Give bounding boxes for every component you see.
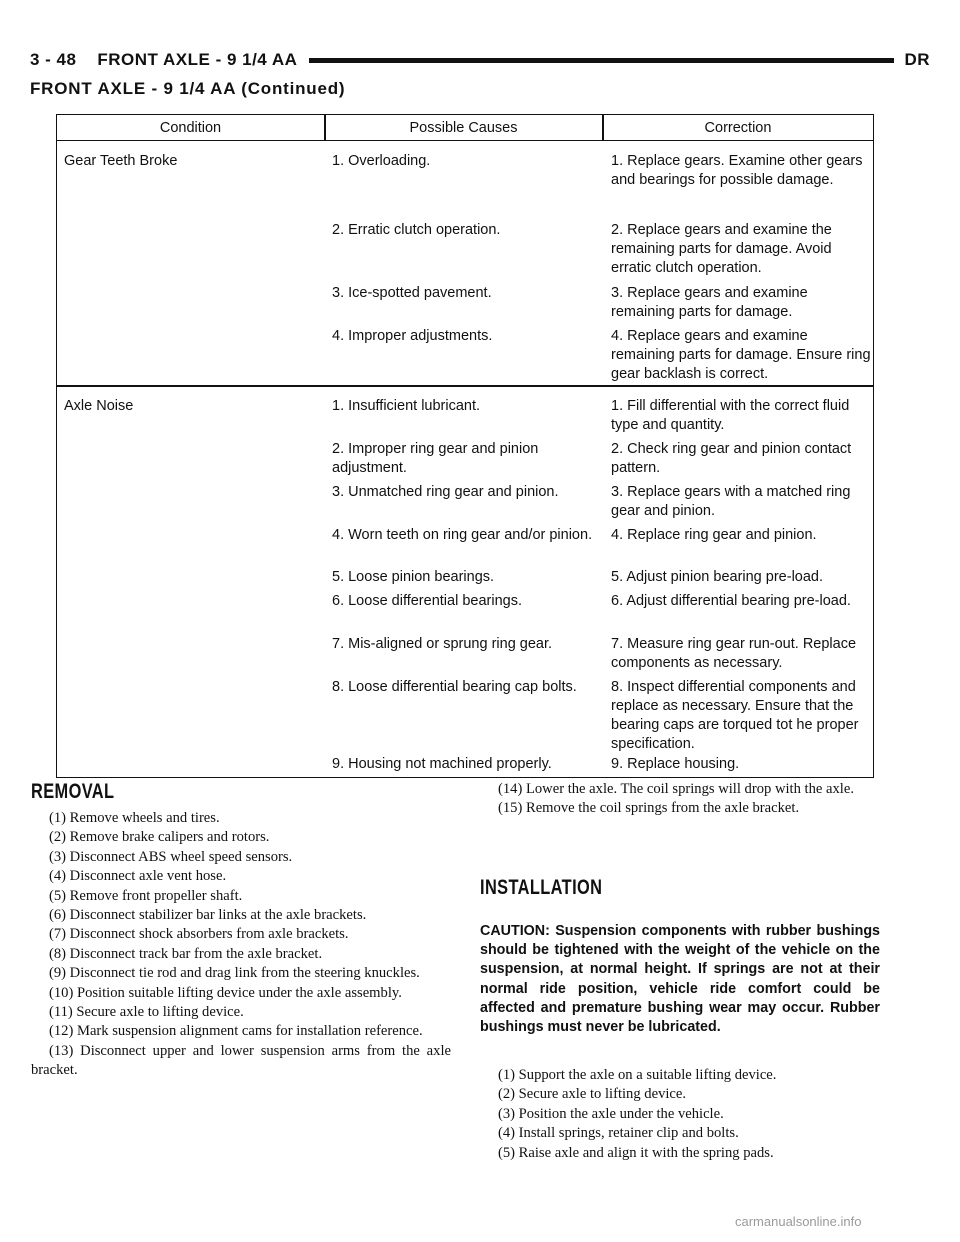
table-header <box>57 115 873 141</box>
cause-cell: 2. Erratic clutch operation. <box>332 222 501 238</box>
header-rule <box>309 58 894 63</box>
correction-cell: 8. Inspect differential components and replace as necessary. Ensure that the bearing caps are torqued tot he proper specification. <box>611 679 859 752</box>
correction-cell: 7. Measure ring gear run-out. Replace components as necessary. <box>611 636 857 671</box>
cause-cell: 7. Mis-aligned or sprung ring gear. <box>332 636 553 652</box>
cause-cell: 4. Improper adjustments. <box>332 328 493 344</box>
cause-cell: 9. Housing not machined properly. <box>332 756 552 772</box>
correction-cell: 2. Replace gears and examine the remaining parts for damage. Avoid erratic clutch operation. <box>611 222 832 276</box>
removal-step: (11) Secure axle to lifting device. <box>49 1004 244 1021</box>
page-header <box>30 48 930 72</box>
installation-step: (1) Support the axle on a suitable lifting device. <box>498 1067 777 1083</box>
removal-steps <box>31 809 451 1081</box>
removal-step: (1) Remove wheels and tires. <box>49 810 220 826</box>
cause-cell: 8. Loose differential bearing cap bolts. <box>332 679 577 695</box>
column-header-causes: Possible Causes <box>409 120 518 136</box>
condition-cell: Gear Teeth Broke <box>64 153 178 169</box>
correction-cell: 1. Fill differential with the correct fluid type and quantity. <box>611 398 850 433</box>
model-code: DR <box>904 50 930 69</box>
installation-step: (5) Raise axle and align it with the spring pads. <box>498 1144 774 1161</box>
cause-cell: 1. Overloading. <box>332 153 431 169</box>
removal-step: (9) Disconnect tie rod and drag link from the steering knuckles. <box>49 965 420 982</box>
installation-step: (2) Secure axle to lifting device. <box>498 1086 687 1103</box>
removal-step: (12) Mark suspension alignment cams for installation reference. <box>49 1023 423 1040</box>
removal-heading: REMOVAL <box>31 780 115 803</box>
cause-cell: 5. Loose pinion bearings. <box>332 569 495 585</box>
continued-title: FRONT AXLE - 9 1/4 AA (Continued) <box>30 79 346 98</box>
removal-step: (13) Disconnect upper and lower suspension arms from the axle bracket. <box>31 1042 451 1079</box>
installation-step: (4) Install springs, retainer clip and bolts. <box>498 1125 739 1142</box>
installation-heading: INSTALLATION <box>480 876 603 899</box>
page-label: 3 - 48 FRONT AXLE - 9 1/4 AA <box>30 50 298 69</box>
correction-cell: 5. Adjust pinion bearing pre-load. <box>611 569 824 585</box>
removal-step: (2) Remove brake calipers and rotors. <box>49 829 270 846</box>
cause-cell: 3. Ice-spotted pavement. <box>332 285 492 301</box>
correction-cell: 4. Replace ring gear and pinion. <box>611 527 817 543</box>
cause-cell: 3. Unmatched ring gear and pinion. <box>332 484 559 500</box>
column-header-condition: Condition <box>159 120 222 136</box>
correction-cell: 6. Adjust differential bearing pre-load. <box>611 593 851 609</box>
correction-cell: 1. Replace gears. Examine other gears and bearings for possible damage. <box>611 153 863 188</box>
removal-steps-continued <box>480 780 900 819</box>
removal-step: (4) Disconnect axle vent hose. <box>49 868 227 885</box>
condition-cell: Axle Noise <box>64 398 134 414</box>
removal-step: (7) Disconnect shock absorbers from axle brackets. <box>49 926 349 943</box>
removal-step: (8) Disconnect track bar from the axle bracket. <box>49 945 323 962</box>
removal-step: (10) Position suitable lifting device under the axle assembly. <box>49 984 402 1001</box>
correction-cell: 9. Replace housing. <box>611 756 740 772</box>
cause-cell: 2. Improper ring gear and pinion adjustment. <box>332 441 539 476</box>
correction-cell: 3. Replace gears and examine remaining parts for damage. <box>611 285 808 320</box>
removal-step: (5) Remove front propeller shaft. <box>49 887 243 904</box>
installation-step: (3) Position the axle under the vehicle. <box>498 1105 724 1122</box>
installation-steps <box>480 1066 900 1163</box>
correction-cell: 2. Check ring gear and pinion contact pattern. <box>611 441 852 476</box>
column-header-correction: Correction <box>704 120 772 136</box>
removal-step: (15) Remove the coil springs from the axle bracket. <box>498 800 800 817</box>
caution-note: CAUTION: Suspension components with rubber bushings should be tightened with the weight of the vehicle on the suspension, at normal height. If springs are not at their normal ride position, vehicle ride comfort could be affected and premature bushing wear may occur. Rubber bushings must never be lubricated. <box>480 923 880 1036</box>
correction-cell: 4. Replace gears and examine remaining parts for damage. Ensure ring gear backlash is correct. <box>611 328 871 382</box>
group-divider <box>57 385 873 387</box>
removal-step: (6) Disconnect stabilizer bar links at the axle brackets. <box>49 907 367 924</box>
removal-step: (14) Lower the axle. The coil springs will drop with the axle. <box>498 781 854 797</box>
removal-step: (3) Disconnect ABS wheel speed sensors. <box>49 848 293 865</box>
footer-watermark[interactable]: carmanualsonline.info <box>735 1214 862 1229</box>
diagnosis-table <box>56 114 874 778</box>
correction-cell: 3. Replace gears with a matched ring gear and pinion. <box>611 484 851 519</box>
cause-cell: 1. Insufficient lubricant. <box>332 398 481 414</box>
cause-cell: 4. Worn teeth on ring gear and/or pinion. <box>332 527 593 543</box>
cause-cell: 6. Loose differential bearings. <box>332 593 522 609</box>
